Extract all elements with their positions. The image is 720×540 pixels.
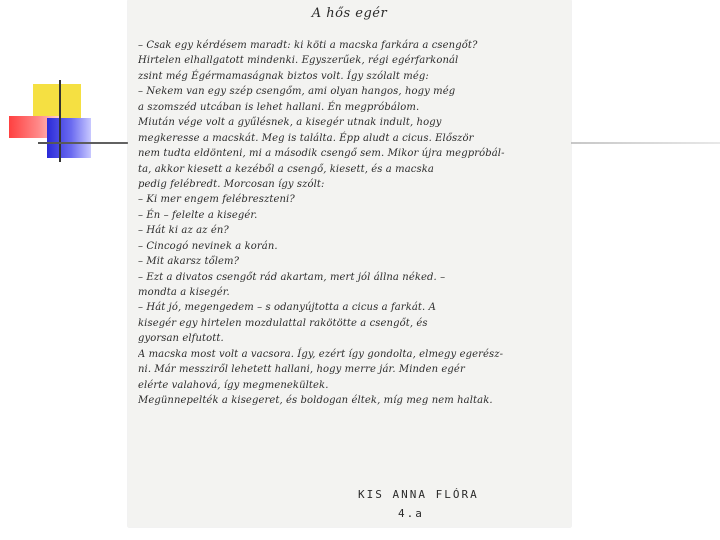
text-line: mondta a kisegér. <box>138 287 230 298</box>
text-line: – Én – felelte a kisegér. <box>138 209 258 221</box>
text-line: a szomszéd utcában is lehet hallani. Én megpróbálom. <box>138 101 420 113</box>
text-line: nem tudta eldönteni, mi a második csengő sem. Mikor újra megpróbál- <box>138 148 505 160</box>
text-line: – Nekem van egy szép csengőm, ami olyan hangos, hogy még <box>138 86 456 98</box>
text-line: – Hát ki az az én? <box>138 225 229 237</box>
story-title: A hős egér <box>311 6 388 21</box>
handwritten-text-block <box>138 38 566 409</box>
text-line: ta, akkor kiesett a kezéből a csengő, kiesett, és a macska <box>138 163 434 175</box>
text-line: – Ezt a divatos csengőt rád akartam, mert jól állna néked. – <box>138 271 446 283</box>
text-line: ni. Már messziről lehetett hallani, hogy merre jár. Minden egér <box>138 364 465 376</box>
class-label: 4.a <box>398 507 424 520</box>
text-line: Miután vége volt a gyűlésnek, a kisegér utnak indult, hogy <box>138 117 442 129</box>
text-line: A macska most volt a vacsora. Így, ezért így gondolta, elmegy egerész- <box>138 348 504 360</box>
text-line: – Cincogó nevinek a korán. <box>138 240 278 252</box>
text-line: zsint még Égérmamaságnak biztos volt. Így szólalt még: <box>138 70 429 82</box>
text-line: – Hát jó, megengedem – s odanyújtotta a cicus a farkát. A <box>138 302 436 314</box>
text-line: megkeresse a macskát. Meg is találta. Épp aludt a cicus. Először <box>138 132 474 144</box>
text-line: gyorsan elfutott. <box>138 333 224 345</box>
text-line: pedig felébredt. Morcosan így szólt: <box>138 178 325 190</box>
author-signature: KIS ANNA FLÓRA <box>358 488 479 501</box>
scanned-handwritten-page <box>128 0 571 527</box>
text-line: elérte valahová, így megmenekültek. <box>138 379 329 391</box>
text-line: – Ki mer engem felébreszteni? <box>138 194 295 206</box>
vertical-rule-decoration <box>59 80 61 162</box>
text-line: – Csak egy kérdésem maradt: ki köti a macska farkára a csengőt? <box>138 40 478 51</box>
text-line: – Mit akarsz tőlem? <box>138 256 240 268</box>
text-line: kisegér egy hirtelen mozdulattal rakötötte a csengőt, és <box>138 317 428 329</box>
text-line: Megünnepelték a kisegeret, és boldogan éltek, míg meg nem haltak. <box>138 395 493 407</box>
text-line: Hirtelen elhallgatott mindenki. Egyszerűek, régi egérfarkonál <box>138 55 459 67</box>
blue-square-decoration <box>47 118 91 158</box>
